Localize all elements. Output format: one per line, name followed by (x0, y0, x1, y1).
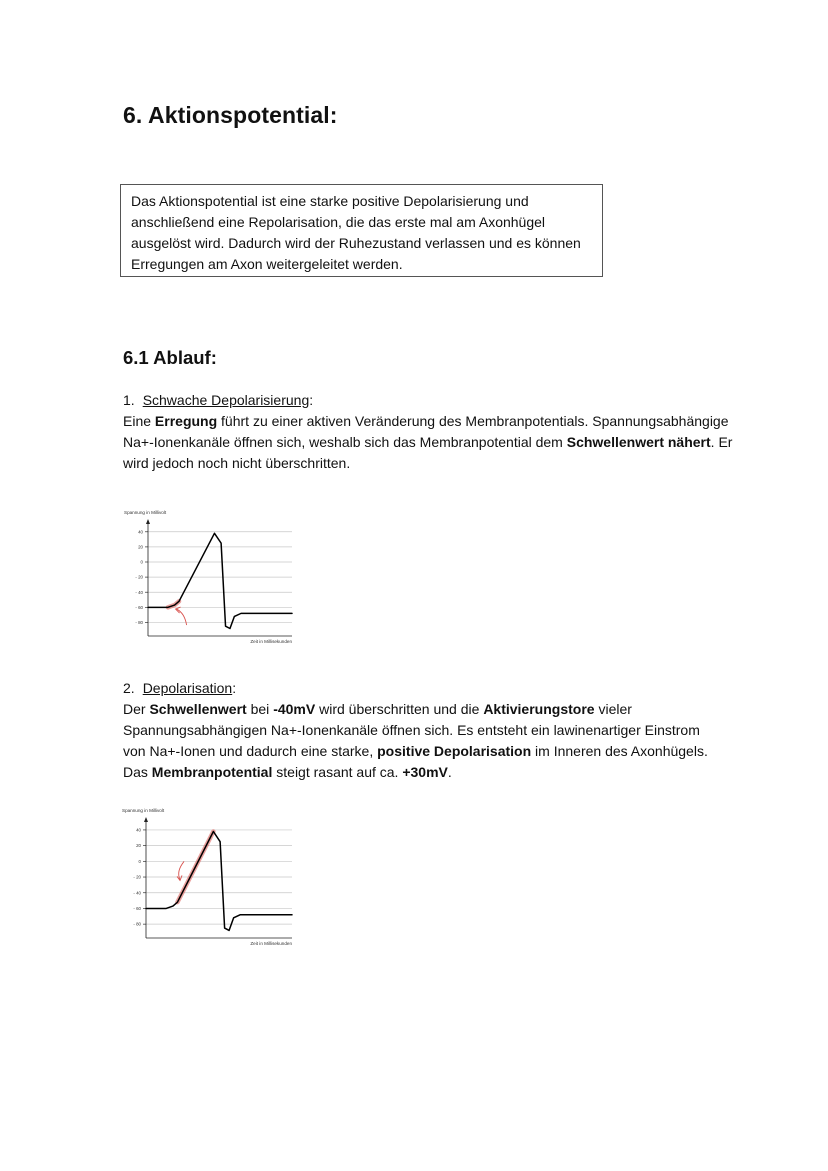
step2-t3: wird überschritten und die (315, 701, 484, 717)
step2-number: 2. (123, 680, 135, 696)
y-axis-arrow (146, 519, 150, 524)
y-tick-label: 40 (136, 827, 141, 833)
step1-b2: Schwellenwert nähert (566, 434, 711, 450)
section-title: 6.1 Ablauf: (123, 347, 217, 368)
step2-t2: bei (246, 701, 274, 717)
y-tick-label: - 20 (133, 874, 141, 880)
y-tick-label: - 80 (133, 921, 141, 927)
y-tick-label: - 40 (135, 589, 143, 595)
chart-1 (122, 502, 300, 658)
step1-colon: : (309, 392, 314, 408)
step2-t4: vieler Spannungsabhängigen Na+-Ionenkanäle öffnen sich. Es entsteht ein lawinenartiger Einstrom von Na+-Ionen und dadurch eine starke, (123, 701, 700, 759)
y-tick-label: 20 (138, 544, 143, 550)
y-tick-label: - 80 (135, 620, 143, 626)
y-tick-label: - 40 (133, 890, 141, 896)
step1-t3: . Er wird jedoch noch nicht überschritten. (123, 434, 733, 471)
y-tick-label: - 60 (135, 604, 143, 610)
page-title: 6. Aktionspotential: (123, 102, 338, 128)
x-axis-label: Zeit in Millisekunden (250, 639, 292, 644)
intro-text: Das Aktionspotential ist eine starke positive Depolarisierung und anschließend eine Repolarisation, die das erste mal am Axonhügel ausgelöst wird. Dadurch wird der Ruhezustand verlassen und es können Erregungen am Axon weitergeleitet werden. (131, 193, 581, 272)
step1-number: 1. (123, 392, 135, 408)
step2-b3: Aktivierungstore (483, 701, 595, 717)
step2-b5: Membranpotential (151, 764, 273, 780)
step2-t7: . (447, 764, 452, 780)
step2-heading-line (123, 678, 723, 699)
step1-block (123, 390, 733, 474)
y-tick-label: - 20 (135, 574, 143, 580)
y-tick-label: - 60 (133, 906, 141, 912)
y-axis-label: Spannung in Millivolt (124, 510, 167, 515)
y-tick-label: 0 (138, 858, 141, 864)
step2-text (123, 699, 723, 783)
step2-b4: positive Depolarisation (377, 743, 532, 759)
step2-colon: : (232, 680, 237, 696)
step2-b1: Schwellenwert (149, 701, 247, 717)
y-tick-label: 40 (138, 529, 143, 535)
step1-heading: Schwache Depolarisierung (142, 392, 310, 408)
chart-2 (116, 800, 298, 960)
step2-block (123, 678, 723, 783)
step1-t1: Eine (123, 413, 155, 429)
step1-b1: Erregung (154, 413, 218, 429)
potential-curve (148, 533, 292, 628)
potential-curve (146, 831, 292, 930)
step2-t1: Der (123, 701, 150, 717)
step2-b6: +30mV (402, 764, 448, 780)
intro-box (120, 184, 603, 277)
step2-heading: Depolarisation (142, 680, 233, 696)
step2-t6: steigt rasant auf ca. (272, 764, 403, 780)
y-axis-arrow (144, 817, 148, 822)
step2-b2: -40mV (273, 701, 316, 717)
x-axis-label: Zeit in Millisekunden (250, 941, 292, 946)
y-tick-label: 0 (140, 559, 143, 565)
y-axis-label: Spannung in Millivolt (122, 808, 165, 813)
step1-text (123, 411, 733, 474)
step2-t5: im Inneren des Axonhügels. Das (123, 743, 708, 780)
step1-t2: führt zu einer aktiven Veränderung des Membranpotentials. Spannungsabhängige Na+-Ionenkanäle öffnen sich, weshalb sich das Membranpotential dem (123, 413, 729, 450)
y-tick-label: 20 (136, 843, 141, 849)
step1-heading-line (123, 390, 733, 411)
